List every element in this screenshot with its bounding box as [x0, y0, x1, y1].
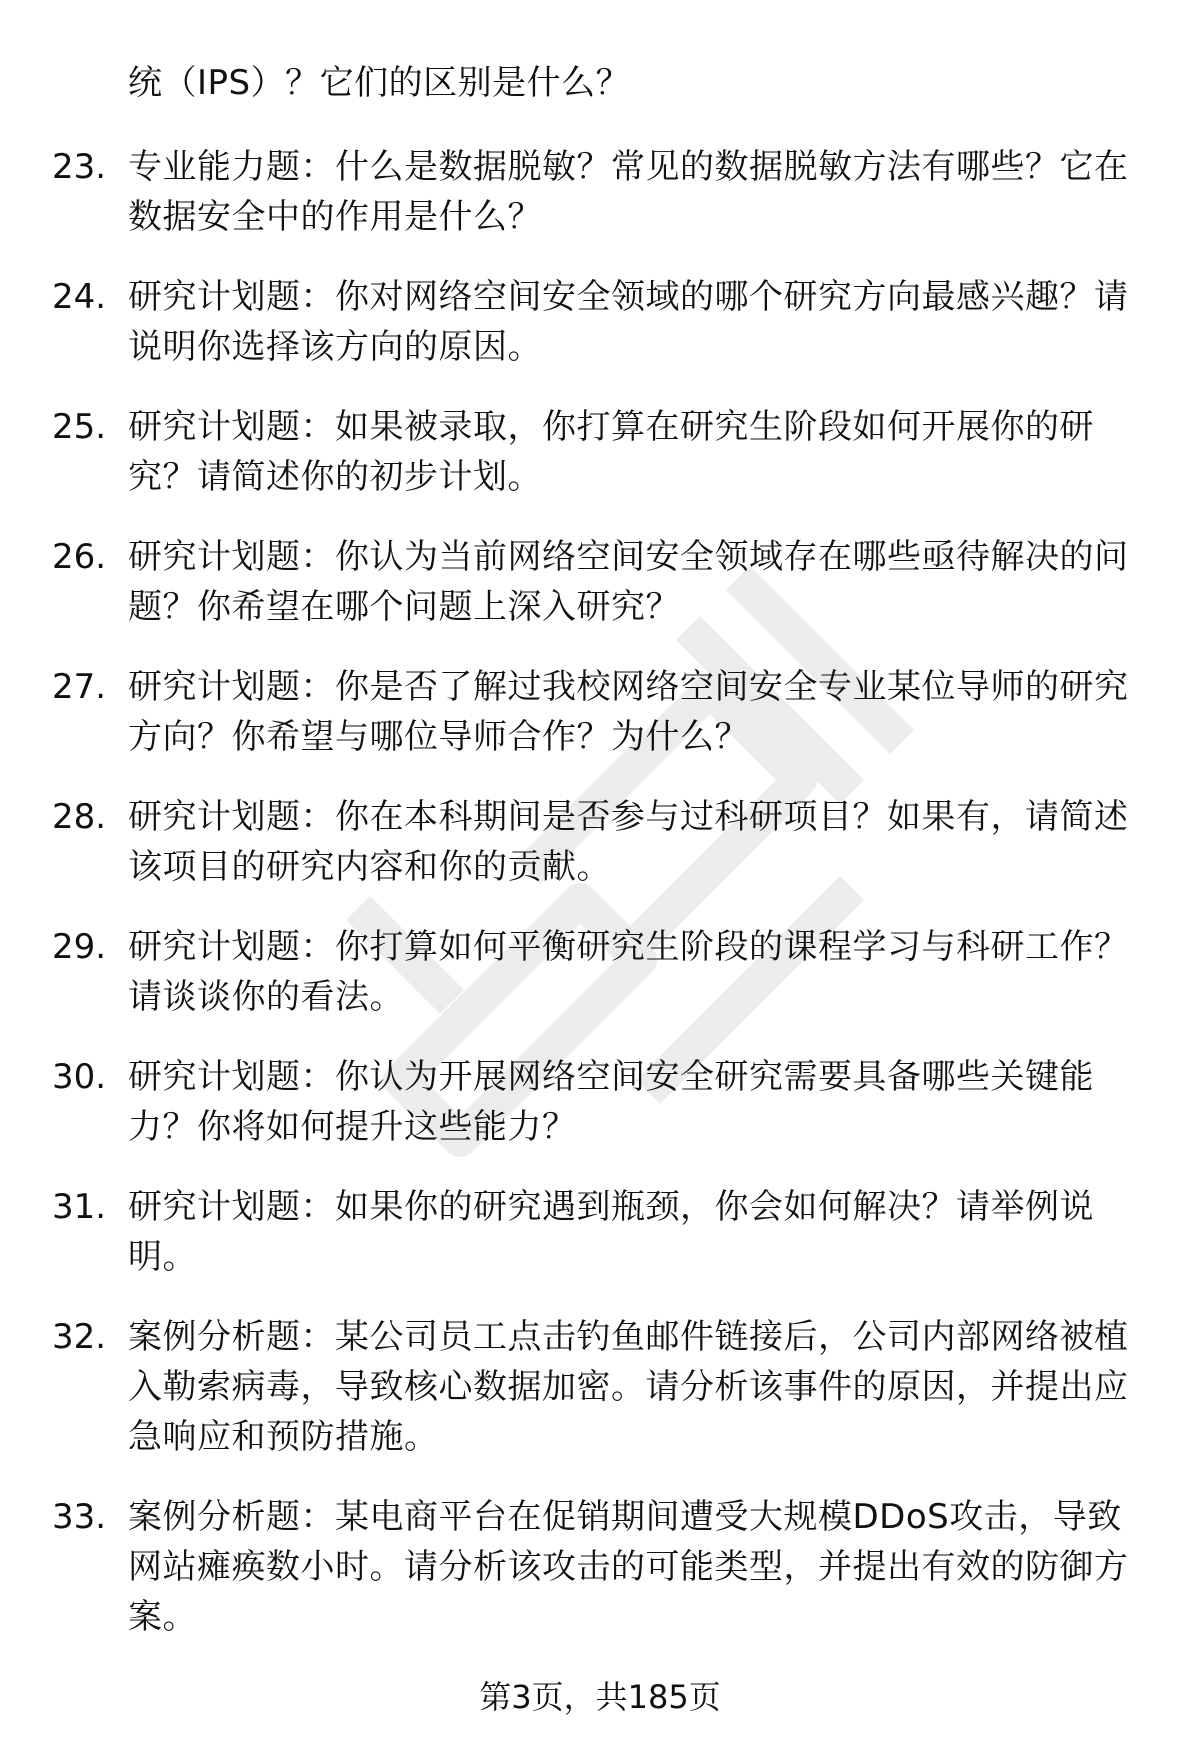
- question-item: [0, 922, 1200, 1022]
- question-item: [0, 1052, 1200, 1152]
- question-text: 研究计划题：你对网络空间安全领域的哪个研究方向最感兴趣？请说明你选择该方向的原因。: [128, 277, 1129, 367]
- question-number: 31.: [52, 1187, 107, 1227]
- question-number: 28.: [52, 797, 107, 837]
- question-number: 32.: [52, 1317, 107, 1357]
- question-text: 研究计划题：你在本科期间是否参与过科研项目？如果有，请简述该项目的研究内容和你的贡献。: [128, 797, 1129, 887]
- question-text: 研究计划题：如果被录取，你打算在研究生阶段如何开展你的研究？请简述你的初步计划。: [128, 407, 1094, 497]
- question-item: [0, 402, 1200, 502]
- question-item: [0, 1312, 1200, 1462]
- question-item: [0, 792, 1200, 892]
- continuation-text: 统（IPS）？它们的区别是什么？: [128, 63, 631, 103]
- question-number: 23.: [52, 147, 107, 187]
- question-item: [0, 1492, 1200, 1642]
- question-text: 案例分析题：某公司员工点击钓鱼邮件链接后，公司内部网络被植入勒索病毒，导致核心数据加密。请分析该事件的原因，并提出应急响应和预防措施。: [128, 1317, 1129, 1457]
- question-text: 研究计划题：你是否了解过我校网络空间安全专业某位导师的研究方向？你希望与哪位导师合作？为什么？: [128, 667, 1129, 757]
- question-text: 研究计划题：你认为开展网络空间安全研究需要具备哪些关键能力？你将如何提升这些能力？: [128, 1057, 1094, 1147]
- question-item: [0, 532, 1200, 632]
- question-number: 33.: [52, 1497, 107, 1537]
- page-footer: 第3页，共185页: [479, 1678, 721, 1716]
- question-text: 专业能力题：什么是数据脱敏？常见的数据脱敏方法有哪些？它在数据安全中的作用是什么？: [128, 147, 1129, 237]
- question-text: 研究计划题：如果你的研究遇到瓶颈，你会如何解决？请举例说明。: [128, 1187, 1094, 1277]
- question-text: 研究计划题：你打算如何平衡研究生阶段的课程学习与科研工作？请谈谈你的看法。: [128, 927, 1129, 1017]
- question-number: 25.: [52, 407, 107, 447]
- question-text: 案例分析题：某电商平台在促销期间遭受大规模DDoS攻击，导致网站瘫痪数小时。请分析该攻击的可能类型，并提出有效的防御方案。: [128, 1497, 1129, 1637]
- question-number: 26.: [52, 537, 107, 577]
- question-item: [0, 272, 1200, 372]
- question-item: [0, 1182, 1200, 1282]
- question-item: [0, 142, 1200, 242]
- question-list: [0, 142, 1200, 1672]
- question-number: 24.: [52, 277, 107, 317]
- question-number: 29.: [52, 927, 107, 967]
- question-number: 27.: [52, 667, 107, 707]
- question-number: 30.: [52, 1057, 107, 1097]
- question-item: [0, 662, 1200, 762]
- question-text: 研究计划题：你认为当前网络空间安全领域存在哪些亟待解决的问题？你希望在哪个问题上深入研究？: [128, 537, 1129, 627]
